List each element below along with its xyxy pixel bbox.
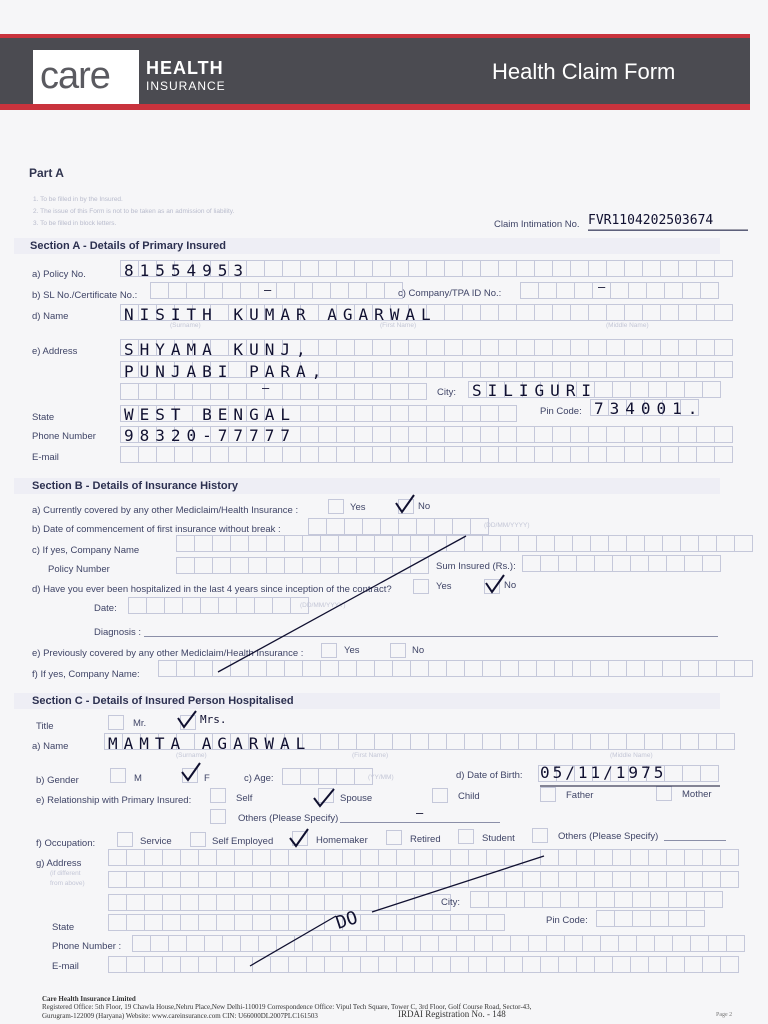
c-rel-others-value: –	[416, 806, 424, 820]
c-name-value: MAMTA AGARWAL	[108, 734, 312, 753]
c-occ-homemaker-label: Homemaker	[316, 835, 368, 846]
c-dob-label: d) Date of Birth:	[456, 770, 523, 781]
pin-code-value: 734001.	[594, 399, 704, 418]
section-a-title: Section A - Details of Primary Insured	[30, 240, 227, 252]
b-hosp-no-label: No	[504, 580, 517, 591]
tick-no-hospitalized	[486, 575, 504, 592]
c-age-label: c) Age:	[244, 773, 274, 784]
name-hint-middle: (Middle Name)	[606, 322, 649, 329]
pin-code-label: Pin Code:	[540, 406, 582, 417]
c-dob-value: 05/11/1975	[540, 763, 667, 782]
tick-homemaker	[290, 829, 308, 846]
instruction-2: 2. The issue of this Form is not to be taken as an admission of liability.	[33, 208, 235, 215]
state-value: WEST BENGAL	[124, 405, 296, 424]
footer-address-line1: Registered Office: 5th Floor, 19 Chawla House,Nehru Place,New Delhi-110019 Correspondence Office: Vipul Tech Square, Tower C, 3rd Floor, Golf Course Road, Sector-43,	[42, 1003, 532, 1011]
section-c-title: Section C - Details of Insured Person Hospitalised	[32, 695, 294, 707]
name-label: d) Name	[32, 311, 69, 322]
b-policy-number-label: Policy Number	[48, 564, 110, 575]
tick-gender-f	[182, 763, 200, 780]
strike-section-b	[218, 536, 466, 672]
c-gender-f-label: F	[204, 773, 210, 784]
page-number: Page 2	[716, 1012, 733, 1018]
address-line2-value: PUNJABI PARA,	[124, 362, 328, 381]
instruction-3: 3. To be filled in block letters.	[33, 220, 117, 227]
footer-company: Care Health Insurance Limited	[42, 995, 136, 1003]
c-name-hint-first: (First Name)	[352, 752, 389, 759]
b-current-no-label: No	[418, 501, 431, 512]
city-label: City:	[437, 387, 456, 398]
instruction-1: 1. To be filled in by the Insured.	[33, 196, 123, 203]
email-label: E-mail	[32, 452, 59, 463]
c-address-hint-2: from above)	[50, 880, 85, 887]
c-rel-child-label: Child	[458, 791, 480, 802]
logo-insurance-text: INSURANCE	[146, 79, 226, 93]
b-prev-yes-label: Yes	[344, 645, 360, 656]
name-value: NISITH KUMAR AGARWAL	[124, 305, 437, 324]
section-b-title: Section B - Details of Insurance History	[32, 480, 238, 492]
address-line1-value: SHYAMA KUNJ,	[124, 340, 312, 359]
c-rel-mother-label: Mother	[682, 789, 712, 800]
c-occ-self-employed-label: Self Employed	[212, 836, 274, 847]
c-occ-student-label: Student	[482, 833, 515, 844]
c-occ-retired-label: Retired	[410, 834, 441, 845]
c-name-hint-surname: (Surname)	[176, 752, 207, 759]
footer-address-line2: Gurugram-122009 (Haryana) Website: www.careinsurance.com CIN: U66000DL2007PLC161503	[42, 1012, 318, 1020]
c-state-label: State	[52, 922, 75, 933]
c-rel-others-label: Others (Please Specify)	[238, 813, 339, 824]
c-pin-code-label: Pin Code:	[546, 915, 588, 926]
claim-intimation-label: Claim Intimation No.	[494, 219, 580, 230]
c-occupation-label: f) Occupation:	[36, 838, 96, 849]
logo-health-text: HEALTH	[146, 58, 224, 78]
c-address-label: g) Address	[36, 858, 82, 869]
company-tpa-label: c) Company/TPA ID No.:	[398, 288, 502, 299]
policy-no-value: 81554953	[124, 261, 250, 280]
b-previous-cover-label: e) Previously covered by any other Mediclaim/Health Insurance :	[32, 648, 304, 659]
address-line3-value: –	[262, 381, 270, 395]
b-hospitalized-label: d) Have you ever been hospitalized in the last 4 years since inception of the contract?	[32, 584, 392, 595]
city-value: SILIGURI	[472, 381, 598, 400]
c-gender-label: b) Gender	[36, 775, 79, 786]
b-diagnosis-label: Diagnosis :	[94, 627, 141, 638]
c-name-label: a) Name	[32, 741, 69, 752]
phone-value: 98320-77777	[124, 426, 296, 445]
c-rel-spouse-label: Spouse	[340, 793, 373, 804]
b-sum-insured-label: Sum Insured (Rs.):	[436, 561, 516, 572]
b-current-yes-label: Yes	[350, 502, 366, 513]
c-age-hint: (YY/MM)	[368, 774, 394, 781]
b-current-cover-label: a) Currently covered by any other Mediclaim/Health Insurance :	[32, 505, 299, 516]
phone-label: Phone Number	[32, 431, 96, 442]
c-title-label: Title	[36, 721, 54, 732]
strike-section-c-low	[250, 916, 336, 966]
c-city-label: City:	[441, 897, 460, 908]
c-occ-others-label: Others (Please Specify)	[558, 831, 659, 842]
c-email-label: E-mail	[52, 961, 79, 972]
b-date-hint-2: (DD/MM/YYYY)	[300, 602, 346, 609]
c-name-hint-middle: (Middle Name)	[610, 752, 653, 759]
name-hint-first: (First Name)	[380, 322, 417, 329]
c-address-hint-1: (if different	[50, 870, 81, 877]
strike-section-c-high	[372, 856, 544, 912]
c-rel-self-label: Self	[236, 793, 253, 804]
sl-no-value: –	[264, 283, 272, 297]
b-hosp-yes-label: Yes	[436, 581, 452, 592]
name-hint-surname: (Surname)	[170, 322, 201, 329]
c-mr-label: Mr.	[133, 718, 147, 729]
address-label: e) Address	[32, 346, 78, 357]
c-occ-service-label: Service	[140, 836, 172, 847]
form-title: Health Claim Form	[492, 59, 676, 84]
state-label: State	[32, 412, 55, 423]
c-relationship-label: e) Relationship with Primary Insured:	[36, 795, 192, 806]
tick-spouse	[314, 789, 334, 806]
tick-no-current-cover	[396, 495, 414, 512]
tick-ms	[178, 711, 196, 727]
logo-care-text: care	[40, 55, 110, 97]
sl-no-label: b) SL No./Certificate No.:	[32, 290, 138, 301]
c-ms-mark: Mrs.	[200, 713, 227, 726]
part-a-title: Part A	[29, 166, 64, 180]
b-commencement-label: b) Date of commencement of first insurance without break :	[32, 524, 281, 535]
policy-no-label: a) Policy No.	[32, 269, 86, 280]
c-phone-label: Phone Number :	[52, 941, 122, 952]
c-gender-m-label: M	[134, 773, 142, 784]
claim-intimation-value[interactable]: FVR1104202503674	[588, 213, 714, 228]
b-prev-no-label: No	[412, 645, 425, 656]
b-date-label: Date:	[94, 603, 117, 614]
ditto-mark: DO	[333, 907, 361, 934]
b-prev-company-label: f) If yes, Company Name:	[32, 669, 140, 680]
b-company-label: c) If yes, Company Name	[32, 545, 140, 556]
c-rel-father-label: Father	[566, 790, 594, 801]
company-tpa-value: –	[598, 280, 606, 294]
footer-irdai: IRDAI Registration No. - 148	[398, 1009, 506, 1019]
b-date-hint: (DD/MM/YYYY)	[484, 522, 530, 529]
